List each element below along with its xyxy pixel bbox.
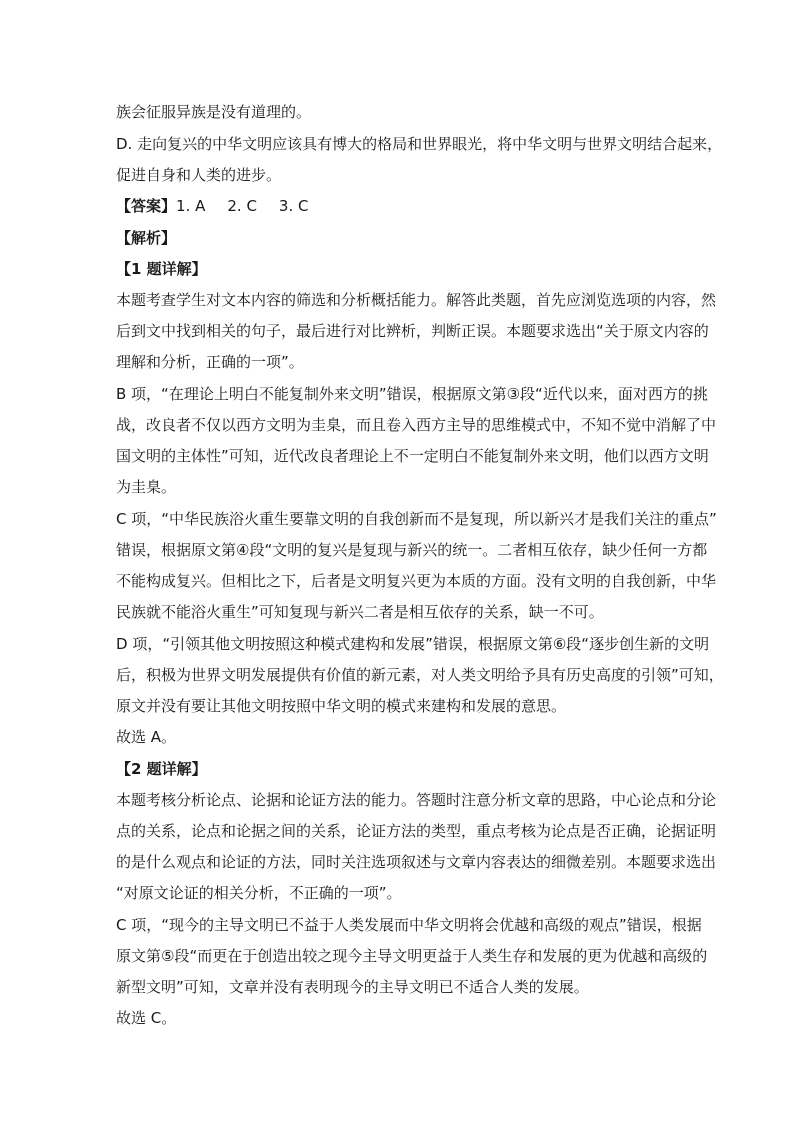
text-line: 促进自身和人类的进步。 (116, 166, 282, 184)
text-line: 错误，根据原文第④段“文明的复兴是复现与新兴的统一。二者相互依存，缺少任何一方都 (116, 541, 708, 559)
text-line: 后，积极为世界文明发展提供有价值的新元素，对人类文明给予具有历史高度的引领”可知， (116, 666, 724, 684)
section-heading-1: 【1 题详解】 (116, 260, 207, 278)
text-line: 国文明的主体性”可知，近代改良者理论上不一定明白不能复制外来文明，他们以西方文明 (116, 447, 709, 465)
text-line: 战，改良者不仅以西方文明为圭臬，而且卷入西方主导的思维模式中，不知不觉中消解了中 (116, 416, 717, 434)
section-heading-2: 【2 题详解】 (116, 760, 207, 778)
text-line: 原文第⑤段“而更在于创造出较之现今主导文明更益于人类生存和发展的更为优越和高级的 (116, 947, 708, 965)
option-d-line: D. 走向复兴的中华文明应该具有博大的格局和世界眼光，将中华文明与世界文明结合起来， (116, 135, 723, 153)
answer-item: 1. A (176, 197, 206, 215)
text-line: 民族就不能浴火重生”可知复现与新兴二者是相互依存的关系，缺一不可。 (116, 603, 604, 621)
analysis-heading: 【解析】 (116, 229, 177, 247)
answer-item: 2. C (227, 197, 257, 215)
text-line: 理解和分析，正确的一项”。 (116, 353, 304, 371)
text-line: 故选 C。 (116, 1009, 177, 1027)
text-line: 点的关系，论点和论据之间的关系，论证方法的类型，重点考核为论点是否正确，论据证明 (116, 822, 717, 840)
text-line: 后到文中找到相关的句子，最后进行对比辨析，判断正误。本题要求选出“关于原文内容的 (116, 322, 709, 340)
text-line: D 项，“引领其他文明按照这种模式建构和发展”错误，根据原文第⑥段“逐步创生新的文明 (116, 635, 710, 653)
text-line: “对原文论证的相关分析，不正确的一项”。 (116, 884, 402, 902)
text-line: C 项，“现今的主导文明已不益于人类发展而中华文明将会优越和高级的观点”错误，根据 (116, 916, 702, 934)
answer-item: 3. C (278, 197, 309, 215)
answer-label: 【答案】 (116, 197, 177, 215)
text-line: 新型文明”可知，文章并没有表明现今的主导文明已不适合人类的发展。 (116, 978, 589, 996)
text-line: 不能构成复兴。但相比之下，后者是文明复兴更为本质的方面。没有文明的自我创新，中华 (116, 572, 717, 590)
text-line: 本题考查学生对文本内容的筛选和分析概括能力。解答此类题，首先应浏览选项的内容，然 (116, 291, 717, 309)
text-line: B 项，“在理论上明白不能复制外来文明”错误，根据原文第③段“近代以来，面对西方的挑 (116, 385, 708, 403)
text-line: C 项，“中华民族浴火重生要靠文明的自我创新而不是复现，所以新兴才是我们关注的重点” (116, 510, 717, 528)
text-line: 的是什么观点和论证的方法，同时关注选项叙述与文章内容表达的细微差别。本题要求选出 (116, 853, 717, 871)
text-line: 族会征服异族是没有道理的。 (116, 103, 312, 121)
text-line: 为圭臬。 (116, 478, 177, 496)
text-line: 原文并没有要让其他文明按照中华文明的模式来建构和发展的意思。 (116, 697, 567, 715)
answer-line (116, 196, 308, 216)
text-line: 故选 A。 (116, 728, 177, 746)
text-line: 本题考核分析论点、论据和论证方法的能力。答题时注意分析文章的思路，中心论点和分论 (116, 791, 717, 809)
